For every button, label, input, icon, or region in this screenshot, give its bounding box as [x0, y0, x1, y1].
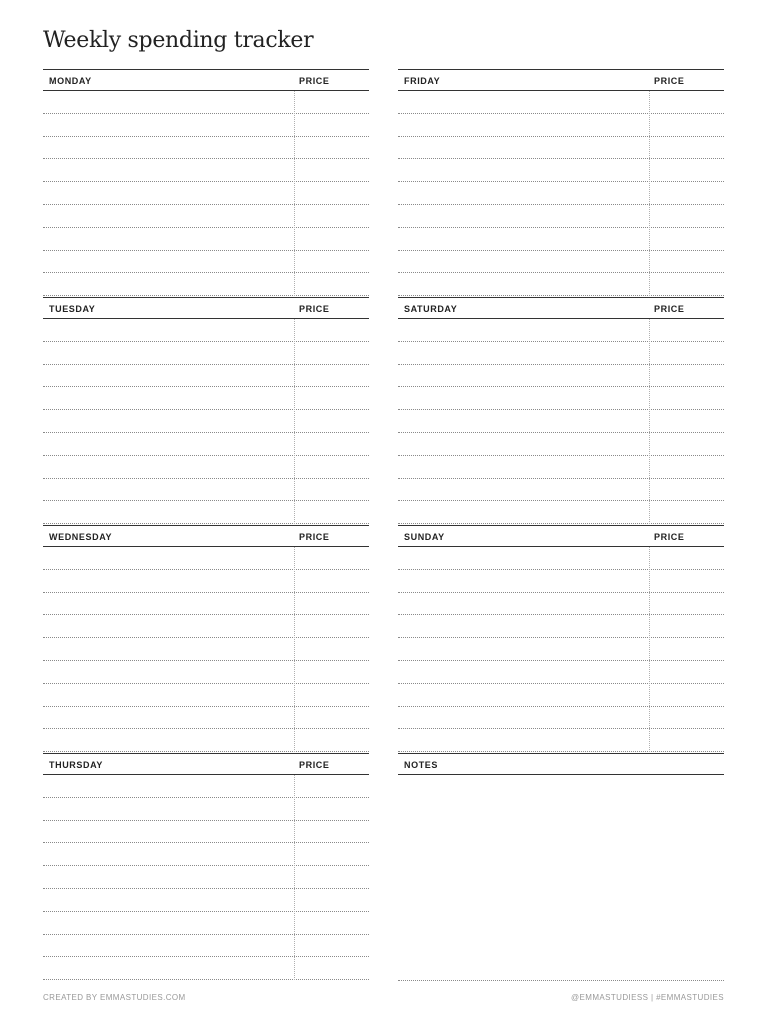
footer-social: @EMMASTUDIESS | #EMMASTUDIES [571, 993, 724, 1002]
section-friday [398, 69, 724, 296]
entry-row[interactable] [43, 456, 369, 479]
entry-rows [398, 547, 724, 752]
entry-row[interactable] [398, 159, 724, 182]
entry-row[interactable] [398, 707, 724, 730]
entry-rows [398, 91, 724, 296]
price-column-divider [294, 91, 295, 296]
entry-row[interactable] [43, 661, 369, 684]
footer-credit: CREATED BY EMMASTUDIES.COM [43, 993, 186, 1002]
day-label-thursday: THURSDAY [49, 760, 103, 770]
entry-row[interactable] [43, 775, 369, 798]
entry-row[interactable] [43, 821, 369, 844]
price-label: PRICE [654, 76, 685, 86]
entry-row[interactable] [43, 365, 369, 388]
entry-row[interactable] [398, 547, 724, 570]
entry-row[interactable] [398, 205, 724, 228]
section-header [43, 753, 369, 775]
entry-row[interactable] [398, 114, 724, 137]
price-label: PRICE [654, 532, 685, 542]
section-header [398, 753, 724, 775]
entry-row[interactable] [398, 570, 724, 593]
entry-row[interactable] [398, 387, 724, 410]
day-label-saturday: SATURDAY [404, 304, 458, 314]
price-label: PRICE [654, 304, 685, 314]
day-label-tuesday: TUESDAY [49, 304, 96, 314]
entry-row[interactable] [398, 410, 724, 433]
section-header [398, 297, 724, 319]
price-column-divider [294, 547, 295, 752]
section-header [43, 297, 369, 319]
entry-row[interactable] [43, 593, 369, 616]
entry-row[interactable] [398, 365, 724, 388]
section-saturday [398, 297, 724, 524]
day-label-monday: MONDAY [49, 76, 92, 86]
entry-row[interactable] [43, 798, 369, 821]
entry-row[interactable] [43, 251, 369, 274]
day-label-friday: FRIDAY [404, 76, 441, 86]
entry-row[interactable] [43, 182, 369, 205]
entry-row[interactable] [43, 684, 369, 707]
entry-row[interactable] [43, 114, 369, 137]
entry-row[interactable] [398, 91, 724, 114]
price-label: PRICE [299, 532, 330, 542]
section-thursday [43, 753, 369, 980]
notes-area[interactable] [398, 775, 724, 981]
entry-row[interactable] [398, 638, 724, 661]
entry-row[interactable] [43, 501, 369, 524]
entry-rows [43, 775, 369, 980]
entry-row[interactable] [398, 433, 724, 456]
entry-row[interactable] [43, 843, 369, 866]
entry-row[interactable] [43, 547, 369, 570]
price-label: PRICE [299, 760, 330, 770]
notes-label: NOTES [404, 760, 439, 770]
entry-row[interactable] [43, 638, 369, 661]
entry-row[interactable] [398, 456, 724, 479]
entry-row[interactable] [398, 342, 724, 365]
entry-row[interactable] [43, 273, 369, 296]
price-column-divider [649, 91, 650, 296]
price-label: PRICE [299, 304, 330, 314]
day-label-sunday: SUNDAY [404, 532, 445, 542]
section-monday [43, 69, 369, 296]
entry-row[interactable] [43, 570, 369, 593]
price-column-divider [294, 319, 295, 524]
entry-row[interactable] [43, 707, 369, 730]
section-sunday [398, 525, 724, 752]
entry-rows [43, 91, 369, 296]
entry-row[interactable] [43, 615, 369, 638]
entry-row[interactable] [398, 661, 724, 684]
entry-row[interactable] [398, 251, 724, 274]
entry-row[interactable] [398, 684, 724, 707]
entry-row[interactable] [43, 205, 369, 228]
entry-row[interactable] [398, 319, 724, 342]
entry-row[interactable] [43, 479, 369, 502]
entry-row[interactable] [43, 729, 369, 752]
section-notes [398, 753, 724, 981]
price-column-divider [649, 547, 650, 752]
entry-row[interactable] [398, 182, 724, 205]
section-header [398, 525, 724, 547]
entry-row[interactable] [398, 479, 724, 502]
entry-row[interactable] [43, 159, 369, 182]
section-header [43, 525, 369, 547]
entry-row[interactable] [43, 889, 369, 912]
section-tuesday [43, 297, 369, 524]
entry-row[interactable] [398, 593, 724, 616]
entry-row[interactable] [43, 935, 369, 958]
section-header [43, 69, 369, 91]
section-header [398, 69, 724, 91]
entry-row[interactable] [43, 91, 369, 114]
entry-row[interactable] [43, 957, 369, 980]
entry-row[interactable] [398, 228, 724, 251]
entry-row[interactable] [398, 137, 724, 160]
price-column-divider [649, 319, 650, 524]
entry-rows [43, 547, 369, 752]
entry-row[interactable] [43, 433, 369, 456]
entry-row[interactable] [398, 615, 724, 638]
entry-row[interactable] [43, 228, 369, 251]
entry-rows [398, 319, 724, 524]
entry-row[interactable] [398, 729, 724, 752]
entry-row[interactable] [43, 410, 369, 433]
entry-row[interactable] [43, 342, 369, 365]
entry-row[interactable] [43, 137, 369, 160]
price-column-divider [294, 775, 295, 980]
price-label: PRICE [299, 76, 330, 86]
entry-row[interactable] [398, 501, 724, 524]
entry-row[interactable] [43, 319, 369, 342]
section-wednesday [43, 525, 369, 752]
day-label-wednesday: WEDNESDAY [49, 532, 113, 542]
entry-row[interactable] [43, 387, 369, 410]
entry-rows [43, 319, 369, 524]
entry-row[interactable] [398, 273, 724, 296]
entry-row[interactable] [43, 912, 369, 935]
page-title: Weekly spending tracker [43, 28, 314, 53]
entry-row[interactable] [43, 866, 369, 889]
